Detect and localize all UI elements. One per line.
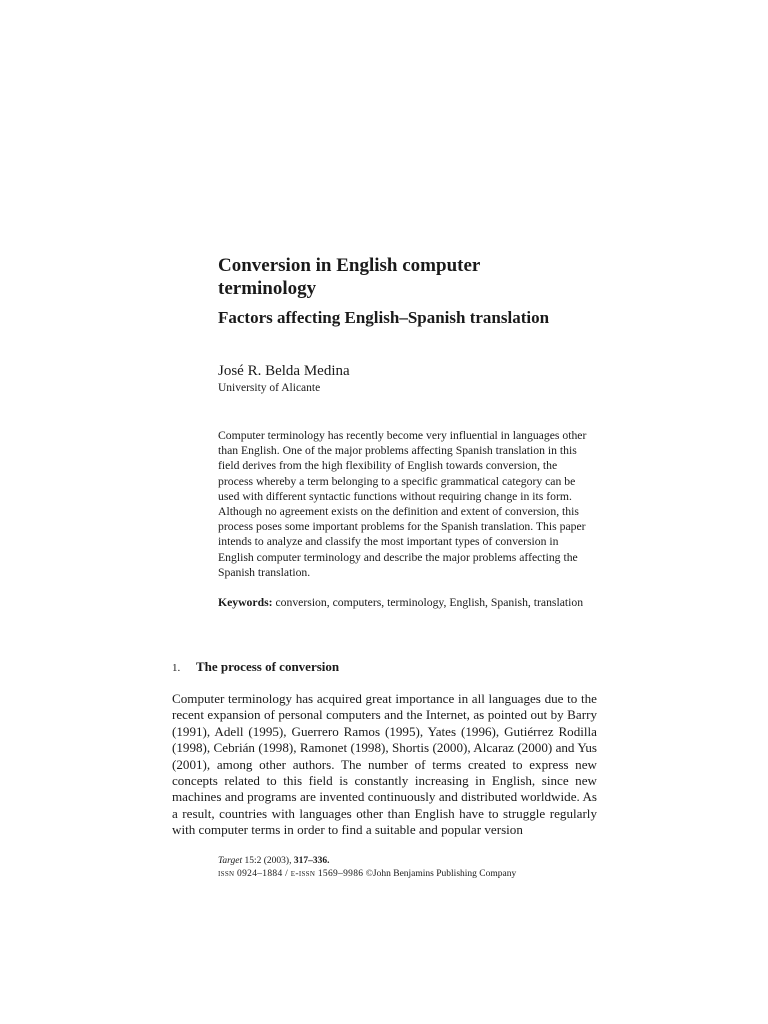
author-affiliation: University of Alicante	[218, 382, 321, 394]
abstract: Computer terminology has recently become very influential in languages other than English. One of the major problems affecting Spanish translation in this field derives from the high flexibility of English towards conversion, the process whereby a term belonging to a specific grammatical category can be used with different syntactic functions without requiring change in its form. Although no agreement exists on the definition and extent of conversion, this process poses some important problems for the Spanish translation. This paper intends to analyze and classify the most important types of conversion in English computer terminology and describe the major problems affecting the Spanish translation.	[218, 429, 587, 579]
keywords-list: conversion, computers, terminology, English, Spanish, translation	[272, 596, 584, 609]
section-heading	[172, 659, 339, 676]
journal-name: Target	[218, 856, 243, 866]
article-title: Conversion in English computer terminology	[218, 255, 480, 299]
publisher: ©John Benjamins Publishing Company	[363, 869, 517, 879]
keywords	[218, 595, 593, 610]
page-footer	[218, 855, 516, 881]
keywords-label: Keywords:	[218, 596, 273, 609]
section-title: The process of conversion	[196, 659, 340, 674]
issn: issn 0924–1884 / e-issn 1569–9986	[218, 869, 364, 879]
citation-line	[218, 855, 516, 868]
body-paragraph: Computer terminology has acquired great importance in all languages due to the recent expansion of personal computers and the Internet, as pointed out by Barry (1991), Adell (1995), Guerrero Ramos (1995), Yates (1996), Gutiérrez Rodilla (1998), Cebrián (1998), Ramonet (1998), Shortis (2000), Alcaraz (2000) and Yus (2001), among other authors. The number of terms created to express new concepts related to this field is constantly increasing in English, since new machines and programs are invented continuously and distributed worldwide. As a result, countries with languages other than English have to struggle regularly with computer terms in order to find a suitable and popular version	[172, 691, 597, 838]
section-number: 1.	[172, 662, 181, 674]
journal-volume: 15:2 (2003),	[242, 856, 294, 866]
article-subtitle: Factors affecting English–Spanish translation	[218, 308, 550, 327]
issn-line	[218, 868, 516, 881]
author-name: José R. Belda Medina	[218, 363, 350, 379]
page-range: 317–336.	[293, 856, 330, 866]
